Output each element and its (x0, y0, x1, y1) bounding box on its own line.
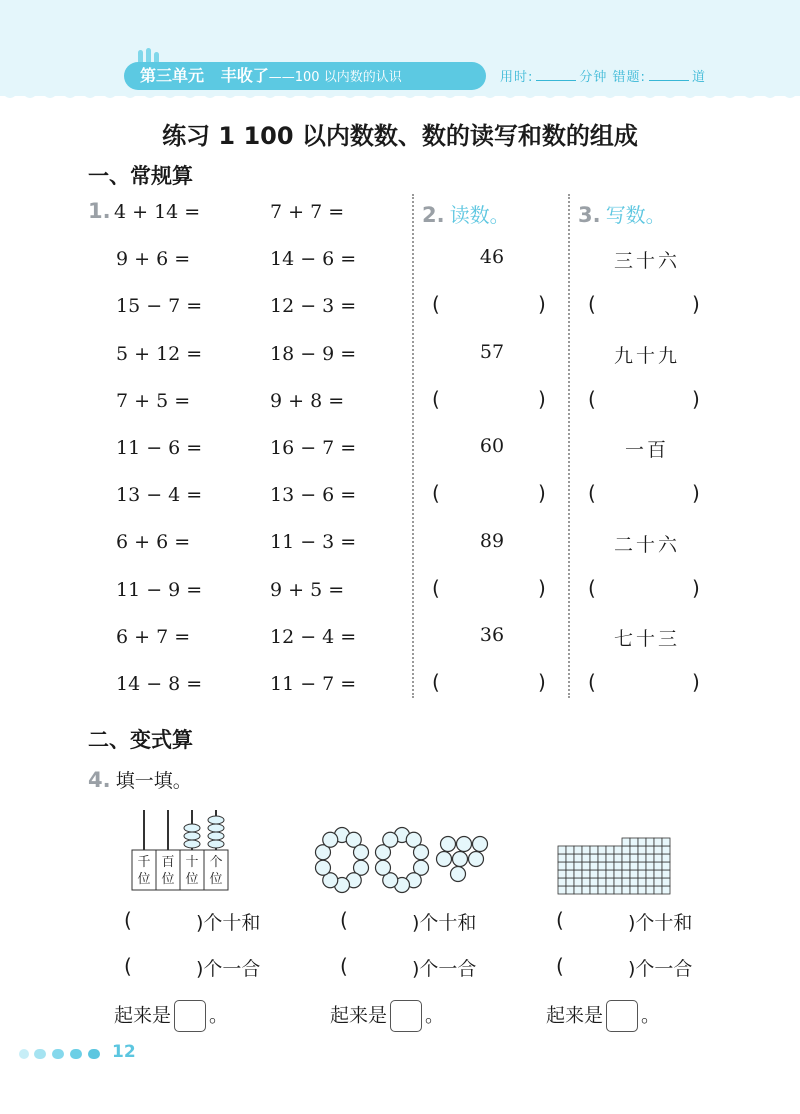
unit-cube (590, 886, 598, 894)
section2-heading: 二、变式算 (88, 728, 193, 752)
unit-cube (566, 878, 574, 886)
unit-cube (638, 846, 646, 854)
ones-fill-text: )个一合 (628, 958, 693, 980)
unit-cube (590, 846, 598, 854)
unit-cube (638, 878, 646, 886)
unit-cube (662, 862, 670, 870)
place-label: 百 (161, 855, 175, 870)
unit-cube (654, 854, 662, 862)
unit-cube (558, 886, 566, 894)
answer-paren-open[interactable]: ( (588, 481, 596, 505)
unit-cube (630, 870, 638, 878)
time-error-meta (500, 66, 706, 85)
bead (383, 832, 398, 847)
equation-b: 12 − 3 = (270, 295, 357, 318)
unit-cube (566, 846, 574, 854)
unit-cube (558, 862, 566, 870)
unit-cube (606, 886, 614, 894)
unit-cube (614, 854, 622, 862)
q4-heading (88, 766, 192, 793)
unit-cube (638, 854, 646, 862)
q2-number-item: 46 (479, 246, 505, 268)
unit-subtitle: ——100 以内数的认识 (268, 70, 402, 85)
unit-cube (558, 878, 566, 886)
equation-b: 9 + 5 = (270, 578, 345, 601)
unit-cube (566, 870, 574, 878)
unit-cubes-figure (556, 830, 676, 896)
q3-word-item: 二十六 (613, 533, 680, 556)
equation-b: 13 − 6 = (270, 484, 357, 507)
result-label: 起来是 (546, 1004, 604, 1027)
answer-paren-open[interactable]: ( (124, 908, 132, 932)
bead (457, 837, 472, 852)
bead (437, 852, 452, 867)
place-label: 十 (185, 855, 199, 870)
page-dots-decoration (18, 1046, 104, 1062)
unit-cube (646, 862, 654, 870)
unit-cube (662, 854, 670, 862)
result-period: 。 (209, 1004, 229, 1027)
place-label: 千 (137, 855, 151, 870)
place-label: 位 (209, 872, 223, 887)
unit-cube (574, 846, 582, 854)
unit-cube (654, 878, 662, 886)
q2-number-item: 89 (479, 529, 505, 552)
q2-number-item: 60 (479, 435, 505, 457)
divider-left (412, 194, 414, 698)
unit-cube (622, 854, 630, 862)
divider-right (568, 194, 570, 698)
unit-cube (606, 854, 614, 862)
unit-cube (630, 862, 638, 870)
unit-cube (654, 886, 662, 894)
unit-cube (654, 862, 662, 870)
answer-paren-open[interactable]: ( (340, 908, 348, 932)
unit-cube (614, 878, 622, 886)
tens-fill-text: )个十和 (412, 912, 477, 934)
unit-title: 丰收了 (220, 66, 269, 85)
error-blank[interactable] (649, 68, 689, 81)
unit-pill (124, 62, 486, 90)
equation-a: 7 + 5 = (116, 389, 191, 412)
unit-cube (598, 862, 606, 870)
bead (315, 860, 330, 875)
unit-cube (630, 838, 638, 846)
unit-label: 第三单元 (140, 66, 205, 85)
unit-cube (590, 870, 598, 878)
answer-paren-close[interactable]: ) (692, 481, 700, 505)
place-label: 个 (209, 855, 223, 870)
unit-cube (638, 838, 646, 846)
result-label: 起来是 (330, 1004, 388, 1027)
answer-paren-open[interactable]: ( (432, 386, 440, 411)
equation-b: 11 − 3 = (270, 531, 357, 554)
unit-cube (582, 862, 590, 870)
unit-cube (566, 862, 574, 870)
unit-cube (662, 838, 670, 846)
place-label: 位 (185, 872, 199, 887)
answer-paren-close[interactable]: ) (692, 292, 700, 316)
unit-cube (574, 870, 582, 878)
unit-cube (558, 846, 566, 854)
answer-box[interactable] (390, 1000, 422, 1032)
cube-grid (558, 838, 670, 894)
bead (441, 837, 456, 852)
unit-cube (638, 886, 646, 894)
unit-cube (622, 870, 630, 878)
unit-cube (646, 854, 654, 862)
equation-a: 11 − 9 = (116, 578, 203, 601)
equation-a: 4 + 14 = (114, 201, 201, 223)
tens-fill-text: )个十和 (628, 912, 693, 934)
time-unit: 分钟 (579, 70, 608, 85)
unit-cube (606, 846, 614, 854)
page-number: 12 (112, 1042, 136, 1062)
unit-cube (574, 878, 582, 886)
unit-cube (646, 838, 654, 846)
unit-cube (614, 846, 622, 854)
q2-number-item: 57 (479, 340, 505, 363)
answer-paren-open[interactable]: ( (432, 575, 440, 600)
answer-paren-close[interactable]: ) (692, 386, 700, 411)
bead (375, 860, 390, 875)
unit-cube (606, 870, 614, 878)
unit-cube (654, 846, 662, 854)
q2-number: 2. (422, 203, 445, 227)
result-period: 。 (641, 1004, 661, 1027)
bead (414, 845, 429, 860)
bead (453, 852, 468, 867)
unit-cube (566, 886, 574, 894)
equation-b: 12 − 4 = (270, 625, 357, 648)
answer-box[interactable] (174, 1000, 206, 1032)
unit-cube (566, 854, 574, 862)
error-unit: 道 (691, 70, 706, 85)
equation-b: 7 + 7 = (270, 201, 345, 223)
unit-cube (582, 846, 590, 854)
unit-cube (598, 854, 606, 862)
equation-b: 11 − 7 = (270, 673, 357, 695)
q3-word-item: 一百 (624, 439, 669, 461)
unit-cube (606, 878, 614, 886)
bead (473, 837, 488, 852)
answer-paren-close[interactable]: ) (692, 575, 700, 600)
answer-paren-close[interactable]: ) (692, 670, 700, 694)
page-title: 练习 1 100 以内数数、数的读写和数的组成 (162, 122, 638, 150)
unit-cube (598, 846, 606, 854)
equation-b: 16 − 7 = (270, 437, 357, 459)
equation-a: 14 − 8 = (116, 673, 203, 695)
q1-number: 1. (88, 199, 111, 223)
equation-a: 6 + 7 = (116, 625, 191, 648)
answer-paren-close[interactable]: ) (538, 575, 546, 600)
unit-cube (646, 870, 654, 878)
unit-cube (638, 870, 646, 878)
q4-number: 4. (88, 768, 111, 792)
answer-paren-open[interactable]: ( (340, 954, 348, 978)
place-label: 位 (161, 872, 175, 887)
unit-cube (558, 870, 566, 878)
tens-fill-text: )个十和 (196, 912, 261, 934)
unit-cube (614, 870, 622, 878)
abacus-figure (128, 806, 238, 896)
bead (469, 852, 484, 867)
time-label: 用时: (500, 70, 534, 85)
unit-cube (622, 846, 630, 854)
unit-cube (598, 878, 606, 886)
q3-word-item: 七十三 (613, 628, 680, 650)
bead-groups-figure (306, 826, 496, 896)
unit-cube (654, 838, 662, 846)
section1-heading: 一、常规算 (88, 164, 193, 188)
error-label: 错题: (612, 70, 646, 85)
unit-cube (574, 854, 582, 862)
q3-word-item: 九十九 (613, 344, 680, 367)
equation-b: 14 − 6 = (270, 248, 357, 271)
unit-cube (582, 854, 590, 862)
loose-beads (437, 837, 488, 882)
q3-heading (578, 199, 666, 228)
unit-cube (662, 846, 670, 854)
unit-cube (590, 854, 598, 862)
unit-cube (646, 878, 654, 886)
equation-a: 5 + 12 = (116, 342, 203, 365)
unit-cube (606, 862, 614, 870)
abacus-beads-one (208, 816, 224, 848)
unit-cube (582, 886, 590, 894)
unit-cube (622, 838, 630, 846)
combined-result (546, 1000, 660, 1032)
time-blank[interactable] (536, 68, 576, 81)
answer-paren-open[interactable]: ( (556, 954, 564, 978)
unit-cube (630, 886, 638, 894)
answer-paren-close[interactable]: ) (538, 386, 546, 411)
result-label: 起来是 (114, 1004, 172, 1027)
answer-paren-open[interactable]: ( (588, 386, 596, 411)
combined-result (114, 1000, 228, 1032)
answer-paren-open[interactable]: ( (432, 481, 440, 505)
answer-paren-open[interactable]: ( (588, 670, 596, 694)
unit-cube (558, 854, 566, 862)
unit-cube (622, 878, 630, 886)
ones-fill-text: )个一合 (196, 958, 261, 980)
q3-number: 3. (578, 203, 601, 227)
bead-ring-ten (375, 828, 428, 893)
equation-a: 6 + 6 = (116, 531, 191, 554)
unit-cube (638, 862, 646, 870)
equation-a: 15 − 7 = (116, 295, 203, 318)
equation-a: 9 + 6 = (116, 248, 191, 271)
unit-cube (662, 878, 670, 886)
answer-paren-open[interactable]: ( (432, 670, 440, 694)
answer-paren-open[interactable]: ( (432, 292, 440, 316)
unit-cube (646, 886, 654, 894)
unit-cube (598, 886, 606, 894)
answer-paren-open[interactable]: ( (588, 575, 596, 600)
unit-cube (574, 862, 582, 870)
unit-cube (654, 870, 662, 878)
unit-cube (630, 854, 638, 862)
bead (354, 845, 369, 860)
unit-cube (614, 862, 622, 870)
unit-cube (622, 886, 630, 894)
answer-paren-open[interactable]: ( (556, 908, 564, 932)
unit-cube (590, 878, 598, 886)
unit-cube (630, 846, 638, 854)
answer-paren-open[interactable]: ( (124, 954, 132, 978)
answer-paren-close[interactable]: ) (538, 670, 546, 694)
bead-ring-ten (315, 828, 368, 893)
equation-a: 11 − 6 = (116, 437, 203, 459)
unit-cube (574, 886, 582, 894)
equation-b: 9 + 8 = (270, 389, 345, 412)
unit-cube (662, 886, 670, 894)
unit-cube (614, 886, 622, 894)
unit-cube (590, 862, 598, 870)
ones-fill-text: )个一合 (412, 958, 477, 980)
result-period: 。 (425, 1004, 445, 1027)
q2-number-item: 36 (479, 624, 505, 646)
unit-cube (662, 870, 670, 878)
unit-cube (622, 862, 630, 870)
equation-b: 18 − 9 = (270, 342, 357, 365)
answer-paren-close[interactable]: ) (538, 481, 546, 505)
q2-label: 读数。 (449, 203, 510, 227)
unit-cube (598, 870, 606, 878)
q3-label: 写数。 (605, 203, 666, 227)
unit-cube (582, 870, 590, 878)
unit-cube (630, 878, 638, 886)
equation-a: 13 − 4 = (116, 484, 203, 507)
abacus-beads-ten (184, 824, 200, 848)
unit-cube (646, 846, 654, 854)
q2-heading (422, 199, 510, 228)
answer-paren-open[interactable]: ( (588, 292, 596, 316)
q3-word-item: 三十六 (613, 250, 680, 272)
bead (451, 867, 466, 882)
bead (323, 832, 338, 847)
answer-box[interactable] (606, 1000, 638, 1032)
combined-result (330, 1000, 444, 1032)
q4-label: 填一填。 (115, 770, 192, 792)
place-label: 位 (137, 872, 151, 887)
answer-paren-close[interactable]: ) (538, 292, 546, 316)
unit-cube (582, 878, 590, 886)
